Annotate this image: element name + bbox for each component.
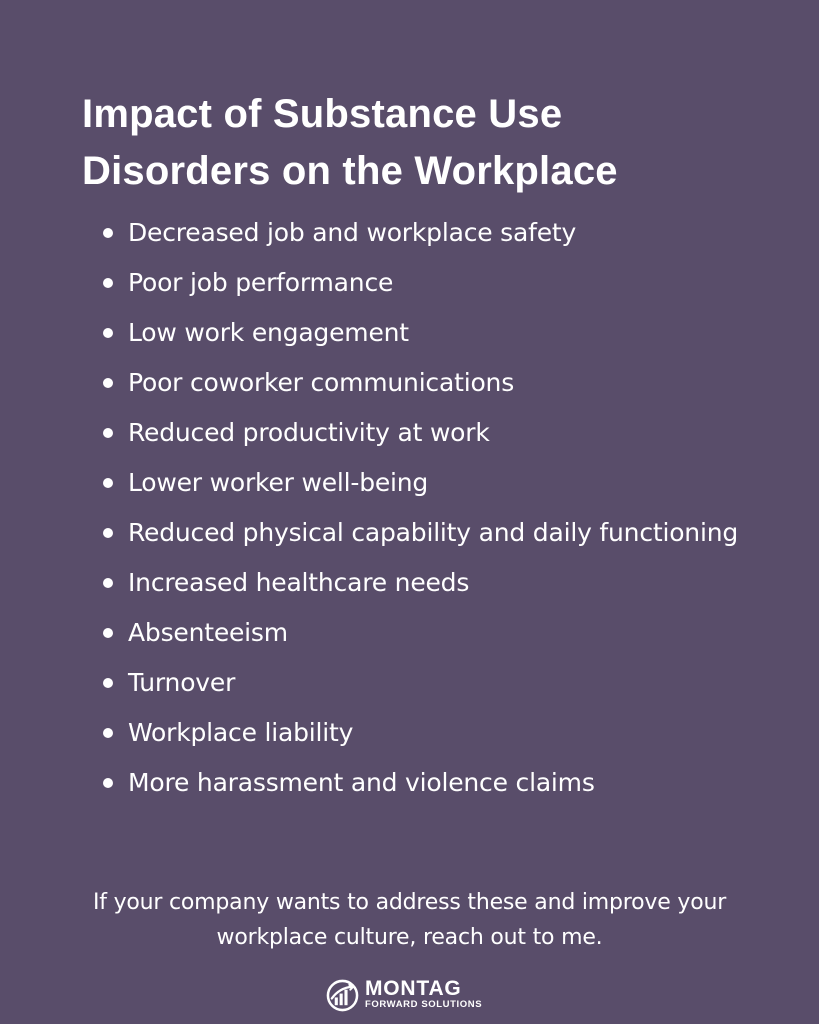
list-item-label: Reduced productivity at work: [128, 418, 490, 447]
rising-bars-icon: [326, 979, 359, 1012]
list-item: [100, 608, 740, 658]
list-item-label: Turnover: [128, 668, 236, 697]
brand-logo: [326, 977, 482, 1013]
brand-tagline: FORWARD SOLUTIONS: [365, 999, 483, 1010]
bullet-icon: [103, 428, 113, 438]
bullet-icon: [103, 578, 113, 588]
page-title: Impact of Substance Use Disorders on the Workplace: [82, 92, 618, 193]
bullet-icon: [103, 378, 113, 388]
impact-list: [100, 208, 740, 808]
list-item-label: Workplace liability: [128, 718, 354, 747]
list-item: [100, 208, 740, 258]
list-item-label: Poor job performance: [128, 268, 394, 297]
list-item: [100, 458, 740, 508]
list-item-label: Reduced physical capability and daily functioning: [128, 518, 739, 547]
list-item-label: Lower worker well-being: [128, 468, 429, 497]
list-item: [100, 708, 740, 758]
list-item: [100, 308, 740, 358]
bullet-icon: [103, 228, 113, 238]
list-item: [100, 508, 740, 558]
list-item: [100, 758, 740, 808]
list-item-label: Increased healthcare needs: [128, 568, 470, 597]
list-item: [100, 358, 740, 408]
bullet-icon: [103, 728, 113, 738]
list-item: [100, 258, 740, 308]
bullet-icon: [103, 778, 113, 788]
brand-name: MONTAG: [365, 977, 462, 1000]
bullet-icon: [103, 678, 113, 688]
bullet-icon: [103, 528, 113, 538]
list-item: [100, 408, 740, 458]
bullet-icon: [103, 328, 113, 338]
list-item: [100, 658, 740, 708]
list-item: [100, 558, 740, 608]
list-item-label: Absenteeism: [128, 618, 288, 647]
brand-wordmark: [365, 979, 482, 1011]
list-item-label: Low work engagement: [128, 318, 409, 347]
call-to-action: If your company wants to address these and improve your workplace culture, reach out to me.: [92, 890, 727, 950]
list-item-label: More harassment and violence claims: [128, 768, 595, 797]
bullet-icon: [103, 628, 113, 638]
list-item-label: Poor coworker communications: [128, 368, 515, 397]
bullet-icon: [103, 278, 113, 288]
list-item-label: Decreased job and workplace safety: [128, 218, 577, 247]
bullet-icon: [103, 478, 113, 488]
